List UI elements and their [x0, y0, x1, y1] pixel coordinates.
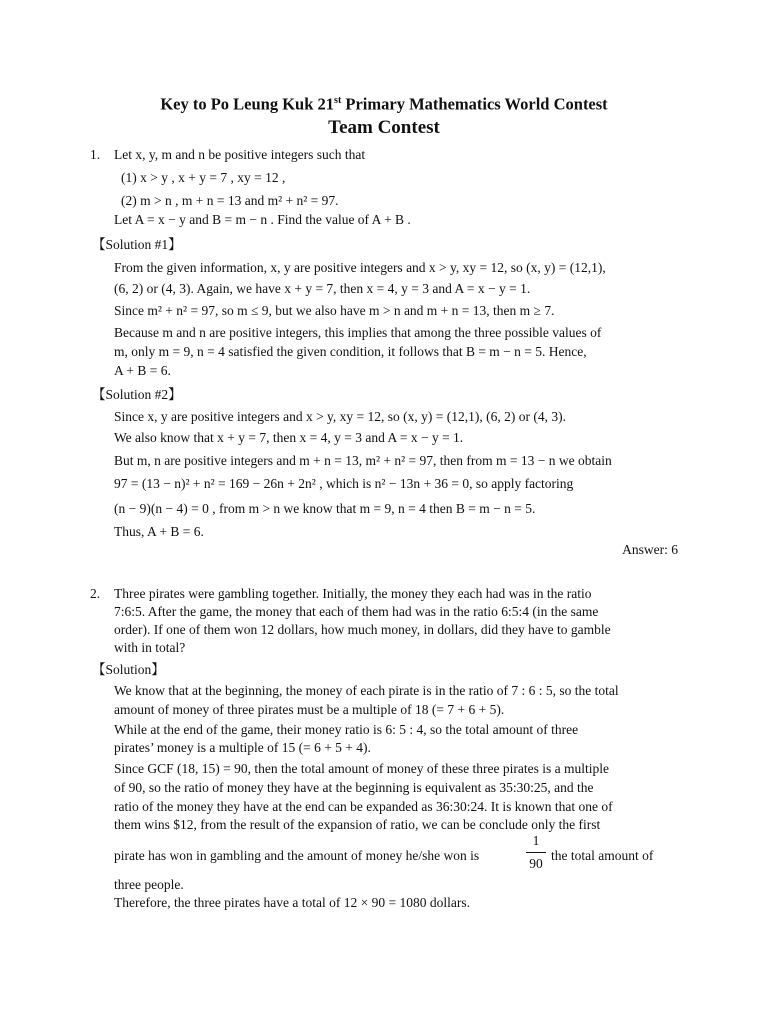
solution-text: Since m² + n² = 97, so m ≤ 9, but we also have m > n and m + n = 13, then m ≥ 7. — [114, 303, 555, 318]
solution-text: Since x, y are positive integers and x > y, xy = 12, so (x, y) = (12,1), (6, 2) or (4, 3). — [114, 409, 566, 424]
solution-text: We know that at the beginning, the money of each pirate is in the ratio of 7 : 6 : 5, so the total — [114, 683, 619, 698]
solution-text: them wins $12, from the result of the expansion of ratio, we can be conclude only the first — [114, 817, 601, 832]
solution-text: (6, 2) or (4, 3). Again, we have x + y = 7, then x = 4, y = 3 and A = x − y = 1. — [114, 281, 531, 296]
solution-text: three people. — [114, 877, 184, 892]
solution-text: 97 = (13 − n)² + n² = 169 − 26n + 2n² , which is n² − 13n + 36 = 0, so apply factoring — [114, 476, 574, 491]
document-title: Key to Po Leung Kuk 21st Primary Mathematics World Contest — [160, 94, 608, 114]
problem-number: 2. — [90, 586, 101, 601]
fraction-bar — [526, 852, 546, 853]
document-subtitle: Team Contest — [328, 117, 440, 138]
solution-text: pirates’ money is a multiple of 15 (= 6 + 5 + 4). — [114, 740, 371, 755]
solution-text: Because m and n are positive integers, this implies that among the three possible values of — [114, 325, 602, 340]
problem-text: Three pirates were gambling together. Initially, the money they each had was in the ratio — [114, 586, 592, 601]
problem-text: Let A = x − y and B = m − n . Find the value of A + B . — [114, 212, 411, 227]
solution-text: pirate has won in gambling and the amount of money he/she won is — [114, 848, 480, 863]
solution-heading: 【Solution】 — [92, 662, 165, 677]
fraction-numerator: 1 — [532, 833, 540, 848]
solution-text: amount of money of three pirates must be a multiple of 18 (= 7 + 6 + 5). — [114, 702, 505, 717]
solution-text: m, only m = 9, n = 4 satisfied the given condition, it follows that B = m − n = 5. Hence, — [114, 344, 587, 359]
problem-number: 1. — [90, 147, 101, 162]
solution-text: We also know that x + y = 7, then x = 4, y = 3 and A = x − y = 1. — [114, 430, 464, 445]
problem-text: Let x, y, m and n be positive integers such that — [114, 147, 366, 162]
solution-heading: 【Solution #1】 — [92, 237, 182, 252]
solution-text: of 90, so the ratio of money they have at the beginning is equivalent as 35:30:25, and the — [114, 780, 594, 795]
solution-text: From the given information, x, y are positive integers and x > y, xy = 12, so (x, y) = (12,1), — [114, 260, 606, 275]
solution-heading: 【Solution #2】 — [92, 387, 182, 402]
problem-text: with in total? — [114, 640, 186, 655]
fraction-denominator: 90 — [529, 856, 543, 871]
solution-text: But m, n are positive integers and m + n = 13, m² + n² = 97, then from m = 13 − n we obtain — [114, 453, 612, 468]
solution-text: Therefore, the three pirates have a total of 12 × 90 = 1080 dollars. — [114, 895, 470, 910]
solution-text: Thus, A + B = 6. — [114, 524, 204, 539]
solution-text: While at the end of the game, their money ratio is 6: 5 : 4, so the total amount of three — [114, 722, 579, 737]
problem-text: 7:6:5. After the game, the money that each of them had was in the ratio 6:5:4 (in the same — [114, 604, 599, 619]
solution-text: (n − 9)(n − 4) = 0 , from m > n we know that m = 9, n = 4 then B = m − n = 5. — [114, 501, 536, 516]
problem-text: (2) m > n , m + n = 13 and m² + n² = 97. — [121, 193, 339, 208]
solution-text: the total amount of — [551, 848, 654, 863]
answer-label: Answer: 6 — [622, 542, 678, 557]
solution-text: Since GCF (18, 15) = 90, then the total amount of money of these three pirates is a multiple — [114, 761, 610, 776]
problem-text: (1) x > y , x + y = 7 , xy = 12 , — [121, 170, 286, 185]
solution-text: A + B = 6. — [114, 363, 171, 378]
solution-text: ratio of the money they have at the end can be expanded as 36:30:24. It is known that one of — [114, 799, 613, 814]
problem-text: order). If one of them won 12 dollars, how much money, in dollars, did they have to gamble — [114, 622, 611, 637]
